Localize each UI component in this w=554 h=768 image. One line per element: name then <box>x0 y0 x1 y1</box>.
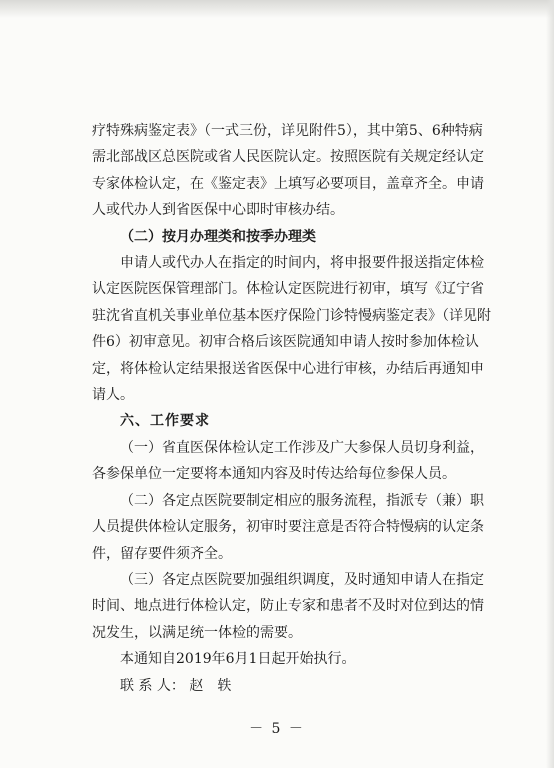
subheading-monthly-quarterly: （二）按月办理类和按季办理类 <box>120 228 316 245</box>
scan-shadow <box>0 0 554 18</box>
requirement-item-3: （三）各定点医院要加强组织调度，及时通知申请人在指定时间、地点进行体检认定，防止专家和患者不及时对位到达的情况发生，以满足统一体检的需要。 <box>92 571 484 641</box>
document-body <box>92 118 496 699</box>
page-number: － 5 － <box>249 721 305 737</box>
paragraph-continued-form: 疗特殊病鉴定表》（一式三份，详见附件5），其中第5、6种特病需北部战区总医院或省人民医院认定。按照医院有关规定经认定专家体检认定，在《鉴定表》上填写必要项目，盖章齐全。申请人或代办人到省医保中心即时审核办结。 <box>92 123 484 219</box>
effective-date-statement: 本通知自2019年6月1日起开始执行。 <box>120 651 356 668</box>
scan-edge-shadow <box>546 0 554 768</box>
section-heading-work-requirements: 六、工作要求 <box>120 413 210 430</box>
requirement-item-2: （二）各定点医院要制定相应的服务流程，指派专（兼）职人员提供体检认定服务，初审时要注意是否符合特慢病的认定条件，留存要件须齐全。 <box>92 492 484 562</box>
paragraph-application-procedure: 申请人或代办人在指定的时间内，将申报要件报送指定体检认定医院医保管理部门。体检认定医院进行初审，填写《辽宁省驻沈省直机关事业单位基本医疗保险门诊特慢病鉴定表》（详见附件6）初审意见。初审合格后该医院通知申请人按时参加体检认定，将体检认定结果报送省医保中心进行审核，办结后再通知申请人。 <box>92 255 491 404</box>
contact-person: 联 系 人： 赵 轶 <box>120 677 232 694</box>
requirement-item-1: （一）省直医保体检认定工作涉及广大参保人员切身利益，各参保单位一定要将本通知内容及时传达给每位参保人员。 <box>92 439 484 483</box>
